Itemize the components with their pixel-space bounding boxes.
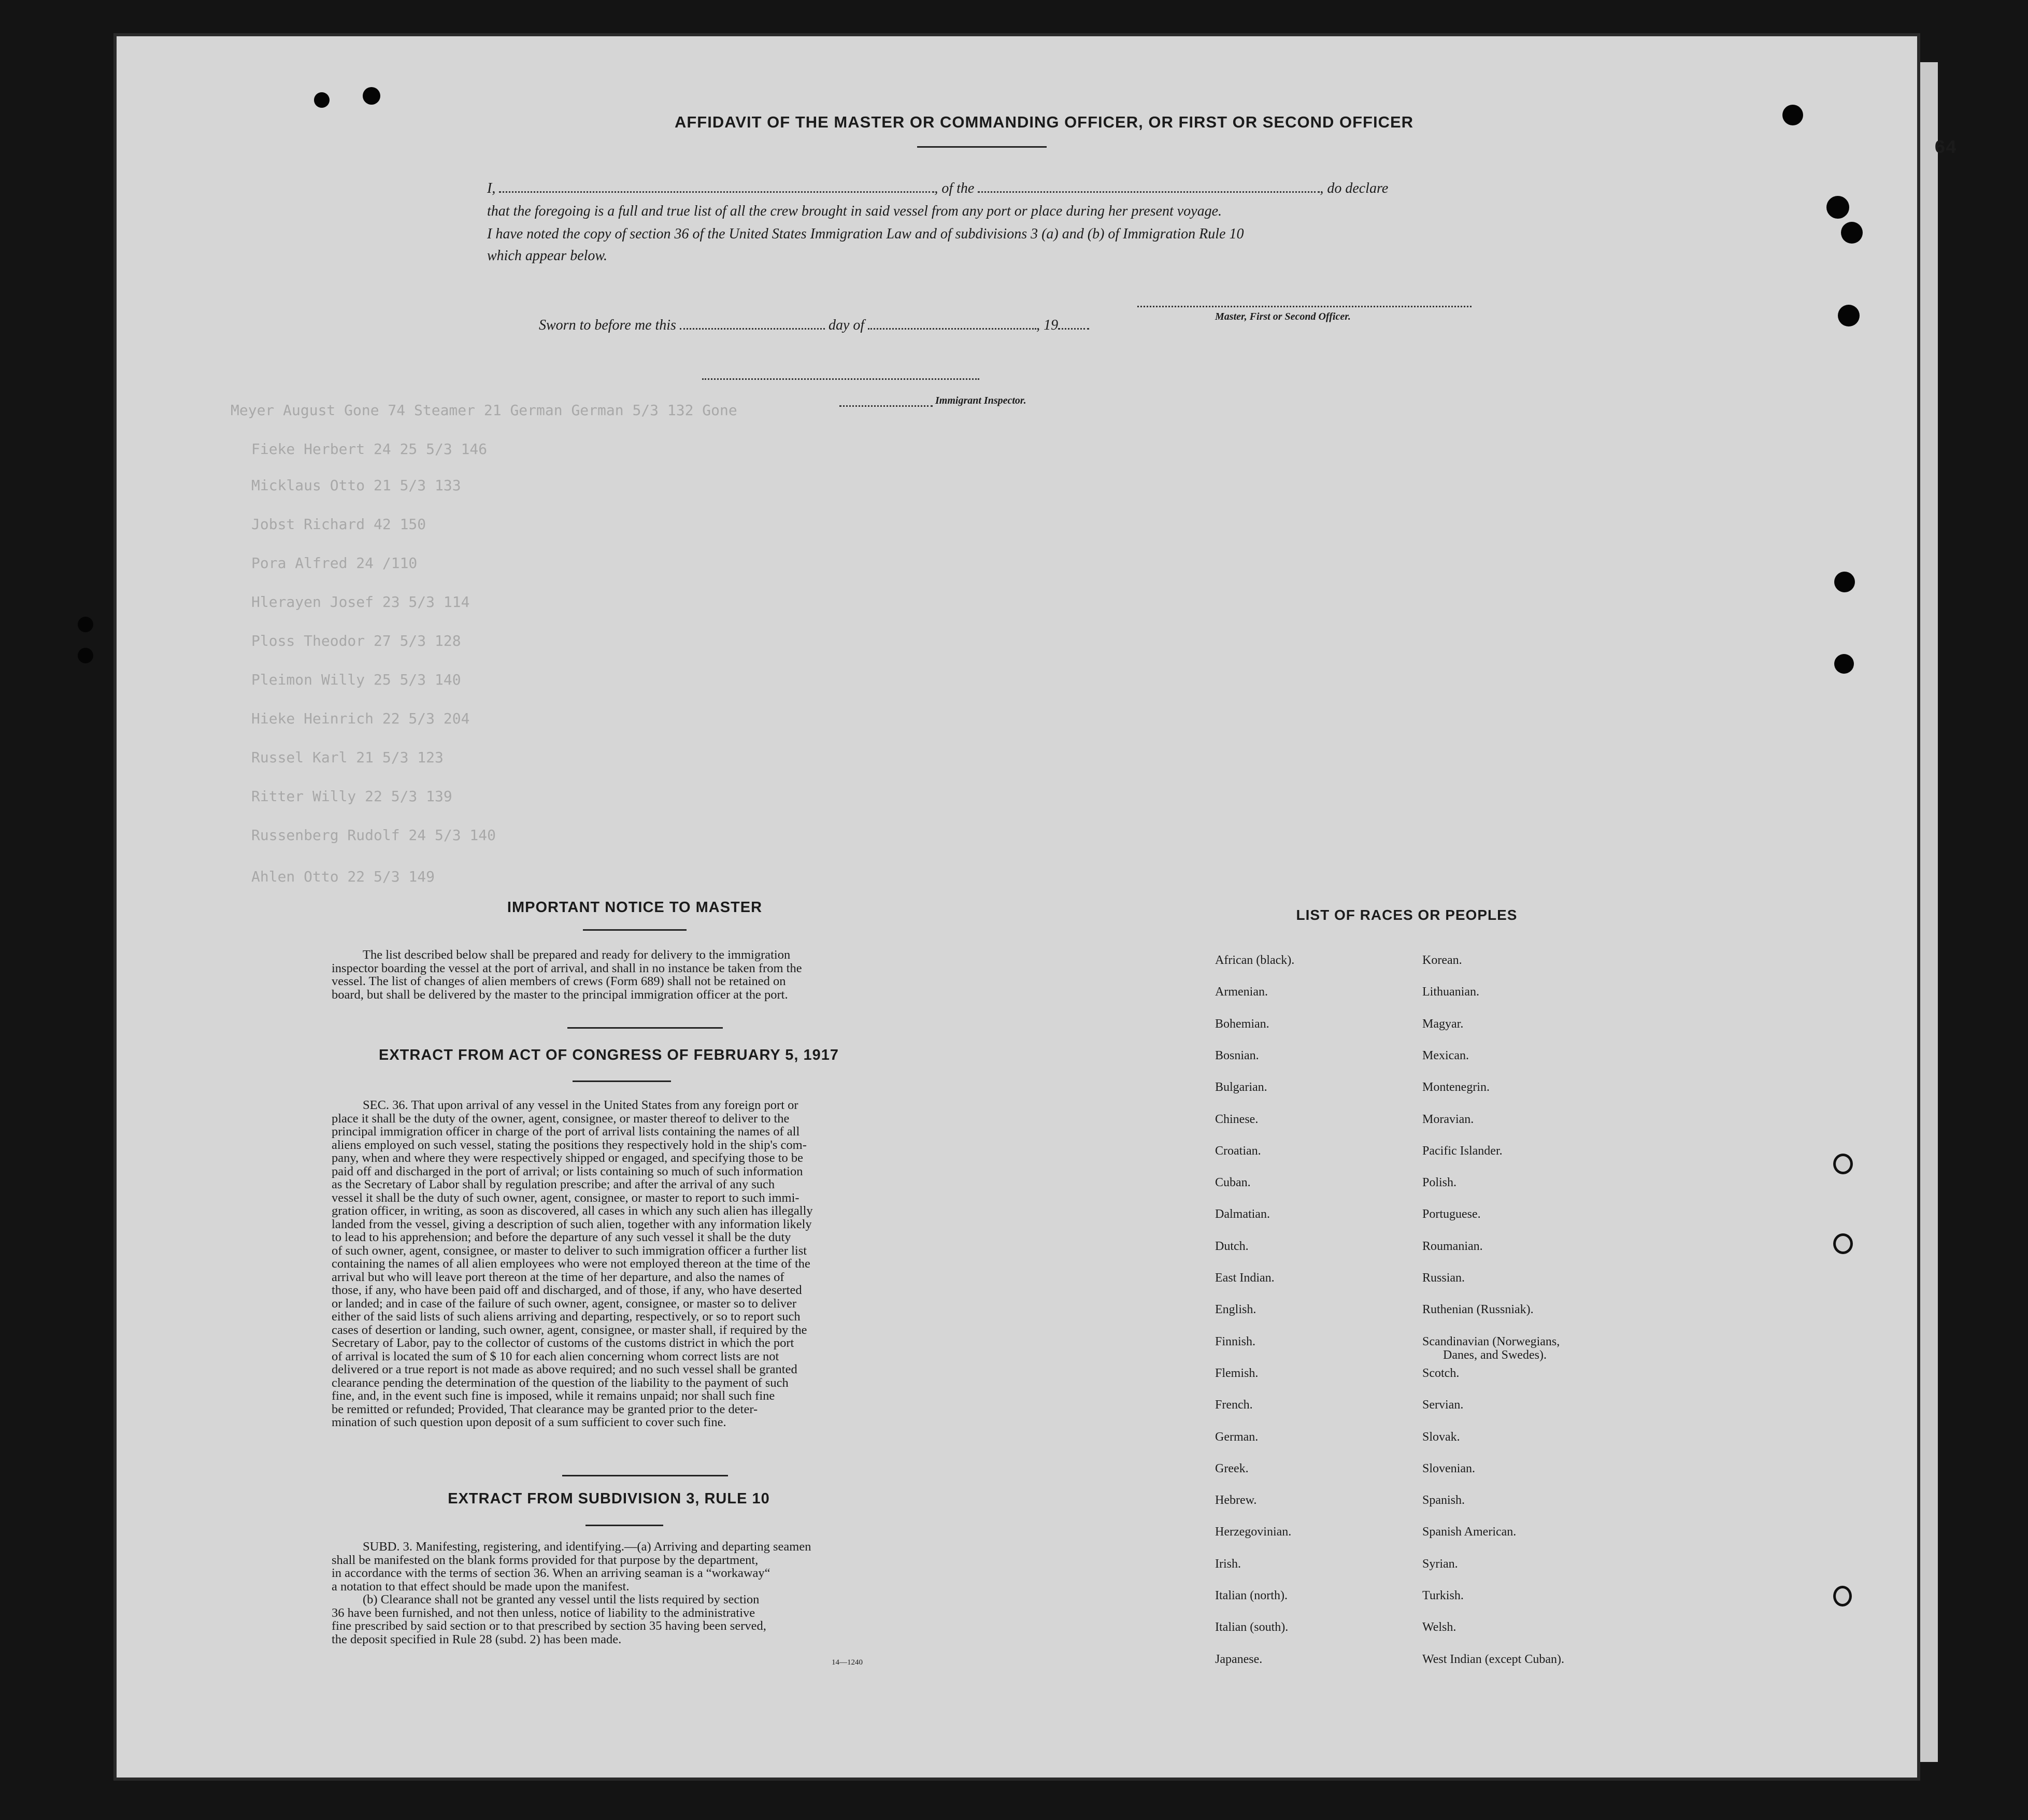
text-line: place it shall be the duty of the owner, agent, consignee, or master thereof to deliver to the bbox=[332, 1112, 790, 1125]
race-item: Chinese. bbox=[1215, 1112, 1259, 1126]
binder-hole bbox=[1838, 305, 1860, 326]
race-item: East Indian. bbox=[1215, 1271, 1275, 1285]
bleed-through-text: Russenberg Rudolf 24 5/3 140 bbox=[251, 827, 496, 844]
text-line: or landed; and in case of the failure of such owner, agent, consignee, or master so to deliver bbox=[332, 1297, 797, 1310]
binder-hole bbox=[78, 617, 93, 632]
affidavit-declare-line bbox=[487, 180, 1388, 197]
race-item: Korean. bbox=[1422, 954, 1462, 967]
bleed-through-text: Meyer August Gone 74 Steamer 21 German German 5/3 132 Gone bbox=[231, 402, 737, 419]
race-item: Servian. bbox=[1422, 1398, 1464, 1412]
race-item: Italian (south). bbox=[1215, 1620, 1289, 1634]
text-line: mination of such question upon deposit of a sum sufficient to cover such fine. bbox=[332, 1416, 726, 1429]
race-item: Japanese. bbox=[1215, 1652, 1263, 1666]
act-heading-rule bbox=[573, 1080, 671, 1082]
text-line: be remitted or refunded; Provided, That clearance may be granted prior to the deter- bbox=[332, 1402, 758, 1416]
text-line: The list described below shall be prepared and ready for delivery to the immigration bbox=[363, 948, 791, 962]
race-item: Armenian. bbox=[1215, 985, 1268, 999]
race-item: German. bbox=[1215, 1430, 1259, 1444]
rule-heading-rule bbox=[585, 1525, 663, 1526]
do-declare-label: , do declare bbox=[1320, 180, 1389, 196]
race-item: Portuguese. bbox=[1422, 1207, 1481, 1221]
text-line: a notation to that effect should be made upon the manifest. bbox=[332, 1580, 630, 1593]
race-item: Polish. bbox=[1422, 1176, 1457, 1190]
race-item: Roumanian. bbox=[1422, 1239, 1483, 1253]
bleed-through-text: Ritter Willy 22 5/3 139 bbox=[251, 788, 452, 805]
race-item: Lithuanian. bbox=[1422, 985, 1479, 999]
race-item: Greek. bbox=[1215, 1461, 1249, 1475]
race-item: Irish. bbox=[1215, 1557, 1241, 1571]
text-line: aliens employed on such vessel, stating the positions they respectively hold in the ship's com- bbox=[332, 1138, 807, 1151]
binder-ring bbox=[1833, 1233, 1853, 1254]
race-item: Bosnian. bbox=[1215, 1048, 1259, 1062]
text-line: pany, when and where they were respectively shipped or engaged, and specifying those to be bbox=[332, 1151, 804, 1165]
binder-hole bbox=[1834, 572, 1855, 592]
text-line: SEC. 36. That upon arrival of any vessel in the United States from any foreign port or bbox=[363, 1099, 798, 1112]
bleed-through-text: Pora Alfred 24 /110 bbox=[251, 554, 418, 572]
text-line: either of the said lists of such aliens arriving and departing, respectively, or so to report such bbox=[332, 1310, 801, 1324]
race-item: West Indian (except Cuban). bbox=[1422, 1652, 1564, 1666]
race-item: Syrian. bbox=[1422, 1557, 1458, 1571]
race-item: Spanish. bbox=[1422, 1494, 1465, 1508]
affidavit-body-line-2: I have noted the copy of section 36 of the United States Immigration Law and of subdivisions 3 (a) and (b) of Immigration Rule 10 bbox=[487, 226, 1244, 242]
text-line: the deposit specified in Rule 28 (subd. 2) has been made. bbox=[332, 1632, 622, 1646]
race-item: Magyar. bbox=[1422, 1017, 1464, 1031]
text-line: inspector boarding the vessel at the port of arrival, and shall in no instance be taken from the bbox=[332, 961, 802, 975]
manifest-page bbox=[117, 36, 1957, 1778]
i-label: I, bbox=[487, 180, 496, 196]
binder-hole bbox=[78, 648, 93, 663]
bleed-through-text: Pleimon Willy 25 5/3 140 bbox=[251, 671, 461, 688]
text-line: clearance pending the determination of the question of the liability to the payment of such bbox=[332, 1376, 789, 1389]
text-line: containing the names of all alien employees who were not employed thereon at the time of the bbox=[332, 1257, 810, 1271]
race-item: African (black). bbox=[1215, 954, 1295, 967]
binder-hole bbox=[1834, 654, 1854, 674]
sworn-line bbox=[539, 317, 1089, 334]
inspector-caption: Immigrant Inspector. bbox=[935, 395, 1026, 406]
binder-hole bbox=[1826, 196, 1849, 219]
text-line: SUBD. 3. Manifesting, registering, and identifying.—(a) Arriving and departing seamen bbox=[363, 1540, 811, 1554]
affidavit-body-line-1: that the foregoing is a full and true list of all the crew brought in said vessel from any port or place during her present voyage. bbox=[487, 203, 1222, 219]
race-item: French. bbox=[1215, 1398, 1253, 1412]
text-line: in accordance with the terms of section 36. When an arriving seaman is a “workaway“ bbox=[332, 1567, 770, 1580]
text-line: board, but shall be delivered by the master to the principal immigration officer at the port. bbox=[332, 988, 788, 1001]
binder-ring bbox=[1833, 1154, 1853, 1174]
race-item: Hebrew. bbox=[1215, 1494, 1257, 1508]
vessel-name-field[interactable] bbox=[978, 191, 1320, 193]
bleed-through-text: Jobst Richard 42 150 bbox=[251, 516, 426, 533]
form-number: 14—1240 bbox=[832, 1658, 863, 1667]
officer-name-field[interactable] bbox=[499, 191, 934, 193]
bleed-through-text: Ahlen Otto 22 5/3 149 bbox=[251, 868, 435, 885]
page-number: 64 bbox=[1934, 137, 1957, 159]
text-line: (b) Clearance shall not be granted any vessel until the lists required by section bbox=[363, 1593, 760, 1606]
race-item: Turkish. bbox=[1422, 1589, 1464, 1602]
bleed-through-text: Hlerayen Josef 23 5/3 114 bbox=[251, 593, 470, 610]
notice-body bbox=[332, 948, 1047, 1001]
notice-heading: IMPORTANT NOTICE TO MASTER bbox=[507, 899, 763, 916]
act-extract-heading: EXTRACT FROM ACT OF CONGRESS OF FEBRUARY 5, 1917 bbox=[378, 1047, 839, 1063]
race-item: Spanish American. bbox=[1422, 1525, 1517, 1539]
race-item: Dalmatian. bbox=[1215, 1207, 1270, 1221]
text-line: cases of desertion or landing, such owner, agent, consignee, or master shall, if required by the bbox=[332, 1323, 807, 1336]
rule-extract-body bbox=[332, 1540, 1047, 1646]
bleed-through-text: Ploss Theodor 27 5/3 128 bbox=[251, 632, 461, 649]
race-item: Pacific Islander. bbox=[1422, 1144, 1503, 1158]
day-of-label: day of bbox=[828, 317, 865, 333]
text-line: principal immigration officer in charge of the port of arrival lists containing the names of all bbox=[332, 1125, 800, 1139]
text-line: to lead to his apprehension; and before the departure of any such vessel it shall be the duty bbox=[332, 1231, 791, 1244]
text-line: gration officer, in writing, as soon as discovered, all cases in which any such alien has illegally bbox=[332, 1204, 813, 1218]
bleed-through-text: Fieke Herbert 24 25 5/3 146 bbox=[251, 440, 488, 458]
race-item: Mexican. bbox=[1422, 1048, 1469, 1062]
of-the-label: , of the bbox=[934, 180, 975, 196]
race-item: Cuban. bbox=[1215, 1176, 1251, 1190]
affidavit-title: AFFIDAVIT OF THE MASTER OR COMMANDING OFFICER, OR FIRST OR SECOND OFFICER bbox=[674, 113, 1414, 131]
race-item: Finnish. bbox=[1215, 1334, 1256, 1348]
rule-extract-heading: EXTRACT FROM SUBDIVISION 3, RULE 10 bbox=[448, 1490, 770, 1507]
text-line: landed from the vessel, giving a description of such alien, together with any information likely bbox=[332, 1217, 812, 1231]
inspector-caption-line bbox=[839, 405, 933, 407]
text-line: delivered or a true report is not made as above required; and no such vessel shall be granted bbox=[332, 1363, 797, 1376]
month-field[interactable] bbox=[868, 328, 1036, 330]
day-field[interactable] bbox=[680, 328, 825, 330]
text-line: of arrival is located the sum of $ 10 for each alien concerning whom correct lists are not bbox=[332, 1349, 779, 1363]
text-line: vessel. The list of changes of alien members of crews (Form 689) shall not be retained on bbox=[332, 975, 786, 988]
year-field[interactable] bbox=[1058, 328, 1089, 330]
bleed-through-text: Micklaus Otto 21 5/3 133 bbox=[251, 477, 461, 494]
text-line: arrival but who will leave port thereon at the time of her departure, and also the names of bbox=[332, 1270, 784, 1284]
notice-divider bbox=[567, 1027, 723, 1029]
master-caption: Master, First or Second Officer. bbox=[1215, 311, 1351, 322]
binder-hole bbox=[314, 92, 330, 108]
affidavit-body-line-3: which appear below. bbox=[487, 248, 608, 264]
race-item: Scotch. bbox=[1422, 1366, 1460, 1380]
races-heading: LIST OF RACES OR PEOPLES bbox=[1296, 907, 1518, 923]
inspector-signature-line[interactable] bbox=[702, 378, 979, 380]
binder-hole bbox=[1782, 105, 1803, 125]
title-underline bbox=[917, 146, 1047, 148]
race-item: Italian (north). bbox=[1215, 1589, 1288, 1602]
race-item: Slovak. bbox=[1422, 1430, 1460, 1444]
year-label: , 19 bbox=[1036, 317, 1059, 333]
race-item: English. bbox=[1215, 1303, 1256, 1317]
text-line: fine, and, in the event such fine is imposed, while it remains unpaid; nor shall such fine bbox=[332, 1389, 775, 1403]
text-line: of such owner, agent, consignee, or master to deliver to such immigration officer a further list bbox=[332, 1244, 807, 1257]
race-item: Croatian. bbox=[1215, 1144, 1261, 1158]
act-extract-body bbox=[332, 1099, 1047, 1429]
sworn-label: Sworn to before me this bbox=[539, 317, 676, 333]
race-item: Moravian. bbox=[1422, 1112, 1474, 1126]
text-line: shall be manifested on the blank forms provided for that purpose by the department, bbox=[332, 1553, 759, 1567]
race-item: Scandinavian (Norwegians, bbox=[1422, 1334, 1560, 1348]
text-line: 36 have been furnished, and not then unless, notice of liability to the administrative bbox=[332, 1606, 755, 1619]
text-line: vessel it shall be the duty of such owner, agent, consignee, or master to report to such immi- bbox=[332, 1191, 799, 1204]
race-item: Slovenian. bbox=[1422, 1461, 1475, 1475]
race-item: Ruthenian (Russniak). bbox=[1422, 1303, 1534, 1317]
text-line: Secretary of Labor, pay to the collector of customs of the customs district in which the port bbox=[332, 1336, 794, 1350]
notice-heading-rule bbox=[583, 929, 687, 931]
text-line: fine prescribed by said section or to that prescribed by section 35 having been served, bbox=[332, 1619, 766, 1633]
bleed-through-text: Hieke Heinrich 22 5/3 204 bbox=[251, 710, 470, 727]
binder-hole bbox=[363, 87, 380, 105]
race-item: Flemish. bbox=[1215, 1366, 1259, 1380]
act-divider bbox=[562, 1475, 728, 1476]
race-item: Welsh. bbox=[1422, 1620, 1456, 1634]
race-item: Bulgarian. bbox=[1215, 1080, 1267, 1094]
race-item: Herzegovinian. bbox=[1215, 1525, 1292, 1539]
master-signature-line[interactable] bbox=[1137, 306, 1472, 307]
race-item: Russian. bbox=[1422, 1271, 1465, 1285]
text-line: paid off and discharged in the port of arrival; or lists containing so much of such information bbox=[332, 1164, 803, 1178]
text-line: as the Secretary of Labor shall by regulation prescribe; and after the arrival of any such bbox=[332, 1178, 775, 1191]
race-item: Bohemian. bbox=[1215, 1017, 1269, 1031]
bleed-through-text: Russel Karl 21 5/3 123 bbox=[251, 749, 444, 766]
race-item: Montenegrin. bbox=[1422, 1080, 1490, 1094]
binder-ring bbox=[1833, 1586, 1852, 1606]
race-item-continuation: Danes, and Swedes). bbox=[1443, 1348, 1547, 1362]
race-item: Dutch. bbox=[1215, 1239, 1249, 1253]
binder-hole bbox=[1841, 222, 1863, 244]
text-line: those, if any, who have been paid off and discharged, and of those, if any, who have deserted bbox=[332, 1284, 802, 1297]
